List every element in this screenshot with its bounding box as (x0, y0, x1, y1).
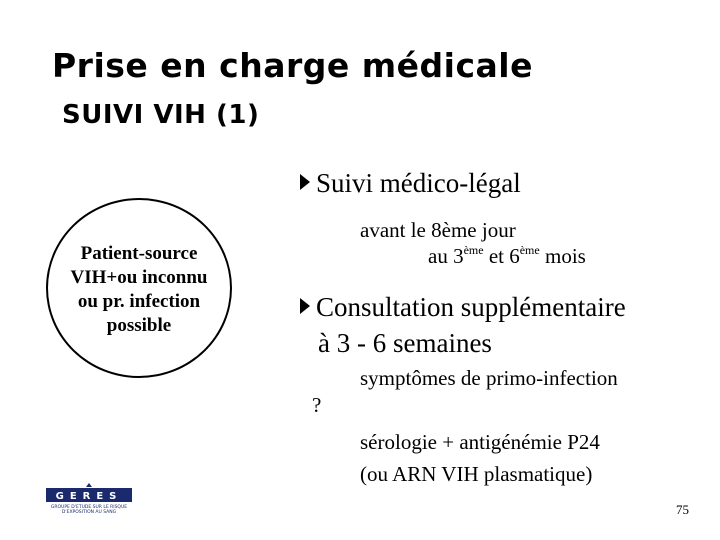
slide-title: Prise en charge médicale (52, 46, 533, 85)
slide-subtitle: SUIVI VIH (1) (62, 100, 260, 130)
sub2-sup2: ème (519, 243, 540, 257)
logo-caption-1: GROUPE D'ETUDE SUR LE RISQUE (50, 505, 128, 510)
geres-logo-icon (44, 483, 134, 515)
sub-item-serologie: sérologie + antigénémie P24 (360, 430, 600, 454)
patient-source-ellipse (46, 198, 232, 378)
bullet-triangle-icon (300, 298, 310, 314)
page-number: 75 (676, 502, 689, 517)
question-mark: ? (312, 393, 322, 417)
bullet-suivi-medico-legal (300, 168, 521, 199)
sub-item-symptomes: symptômes de primo-infection (360, 366, 618, 390)
bullet-triangle-icon (300, 174, 310, 190)
sub2-suffix: mois (539, 244, 586, 268)
geres-logo (44, 483, 134, 515)
sub2-sup1: ème (463, 243, 484, 257)
ellipse-text (70, 238, 207, 338)
ellipse-line-2: VIH+ou inconnu (70, 267, 208, 288)
sub-item-8eme-jour: avant le 8ème jour (360, 218, 516, 242)
bullet2-text: Consultation supplémentaire (316, 292, 626, 322)
sub2-middle: et 6 (483, 244, 520, 268)
bullet1-text: Suivi médico-légal (316, 168, 521, 198)
bullet-consultation (300, 292, 626, 323)
bullet2-continuation: à 3 - 6 semaines (318, 328, 492, 358)
logo-text: GERES (55, 491, 123, 502)
sub2-prefix: au 3 (428, 244, 464, 268)
ellipse-line-1: Patient-source (80, 243, 198, 264)
ellipse-line-3: ou pr. infection (77, 291, 201, 312)
sub-item-3-6-mois (428, 244, 586, 269)
sub-item-arn-vih: (ou ARN VIH plasmatique) (360, 462, 593, 486)
logo-caption-2: D'EXPOSITION AU SANG (61, 510, 117, 515)
ellipse-line-4: possible (106, 315, 172, 336)
